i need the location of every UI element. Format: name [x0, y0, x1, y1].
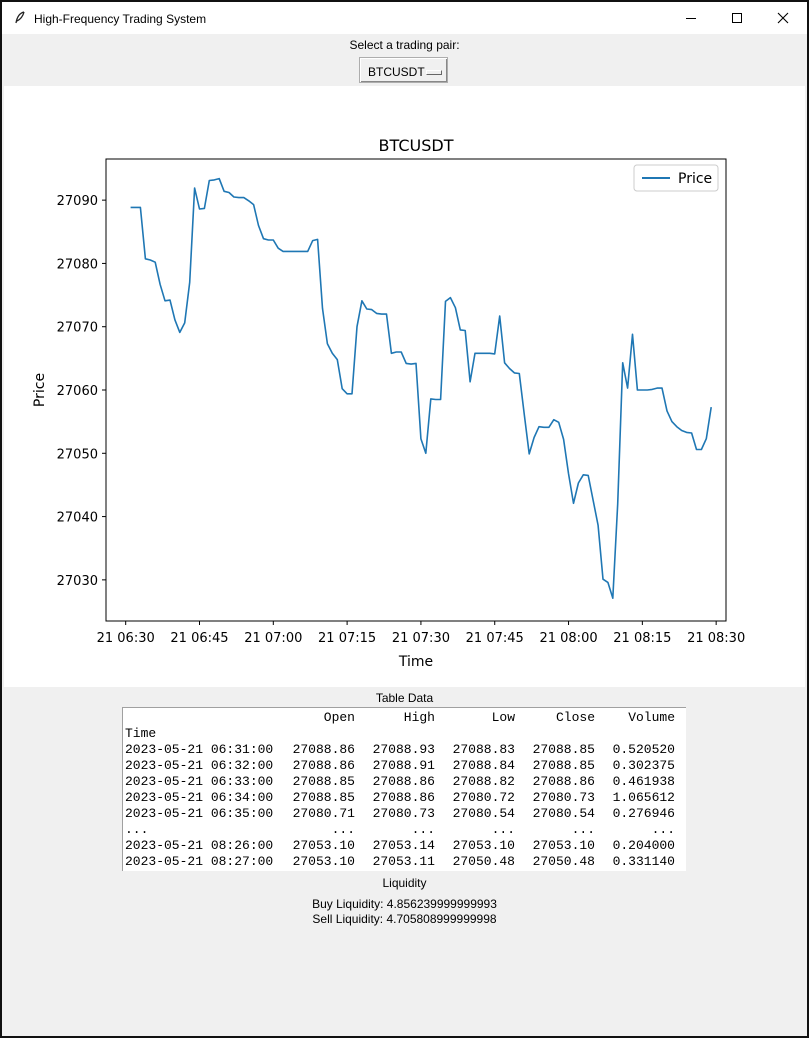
row-time-cell: 2023-05-21 06:34:00	[125, 790, 274, 805]
row-value-cell: 27088.82	[452, 774, 515, 789]
row-value-cell: 27088.85	[532, 742, 595, 757]
row-value-cell: 27088.86	[532, 774, 595, 789]
plot-frame	[106, 159, 726, 621]
liquidity-title: Liquidity	[382, 876, 427, 890]
row-value-cell: 27053.14	[372, 838, 435, 853]
window-title: High-Frequency Trading System	[34, 12, 207, 26]
column-header-volume: Volume	[628, 710, 675, 725]
x-tick-label: 21 06:30	[96, 631, 155, 646]
row-value-cell: 27080.71	[292, 806, 355, 821]
row-value-cell: 27088.85	[292, 774, 355, 789]
y-tick-label: 27050	[56, 447, 98, 463]
row-value-cell: 27088.85	[532, 758, 595, 773]
row-value-cell: 27088.86	[292, 758, 355, 773]
row-value-cell: 27088.84	[452, 758, 515, 773]
table-row	[125, 758, 685, 774]
row-value-cell: 27080.54	[452, 806, 515, 821]
table-row	[125, 838, 685, 854]
price-series-line	[131, 179, 712, 599]
y-tick-label: 27060	[56, 384, 98, 399]
table-title: Table Data	[375, 691, 434, 705]
row-value-cell: 27088.85	[292, 790, 355, 805]
table-header-row	[125, 710, 685, 726]
column-header-high: High	[403, 710, 435, 725]
x-tick-label: 21 08:00	[539, 631, 598, 646]
x-tick-label: 21 07:30	[391, 631, 450, 646]
legend-label: Price	[678, 171, 713, 187]
column-header-open: Open	[323, 710, 355, 725]
row-value-cell: 27088.83	[452, 742, 515, 757]
row-value-cell: 27080.73	[372, 806, 435, 821]
row-value-cell: 27088.86	[372, 790, 435, 805]
buy-liquidity: Buy Liquidity: 4.856239999999993	[312, 897, 497, 911]
sell-liquidity: Sell Liquidity: 4.705808999999998	[312, 912, 497, 926]
x-tick-label: 21 07:00	[244, 631, 303, 646]
data-table[interactable]	[122, 707, 686, 871]
close-icon	[777, 12, 789, 24]
row-value-cell: 27050.48	[452, 854, 515, 869]
row-value-cell: 27053.10	[292, 854, 355, 869]
column-header-low: Low	[491, 710, 515, 725]
feather-icon	[14, 11, 26, 25]
y-tick-label: 27080	[56, 257, 98, 273]
trading-pair-label: Select a trading pair:	[349, 38, 460, 52]
chart-canvas	[4, 86, 805, 687]
row-time-cell: 2023-05-21 06:32:00	[125, 758, 274, 773]
table-row	[125, 822, 685, 838]
row-value-cell: 27053.10	[292, 838, 355, 853]
row-value-cell: ...	[331, 822, 355, 837]
x-tick-label: 21 07:45	[465, 631, 524, 646]
row-time-cell: 2023-05-21 08:26:00	[125, 838, 274, 853]
x-tick-label: 21 08:15	[613, 631, 672, 646]
row-value-cell: 27053.10	[532, 838, 595, 853]
y-axis-label: Price	[32, 372, 48, 408]
x-tick-label: 21 07:15	[318, 631, 377, 646]
x-tick-label: 21 08:30	[687, 631, 746, 646]
row-value-cell: 27088.91	[372, 758, 435, 773]
close-button[interactable]	[760, 2, 806, 34]
row-value-cell: ...	[651, 822, 675, 837]
column-header-close: Close	[555, 710, 595, 725]
title-bar[interactable]	[2, 2, 807, 34]
table-row	[125, 790, 685, 806]
row-value-cell: ...	[491, 822, 515, 837]
row-value-cell: 0.302375	[612, 758, 675, 773]
table-index-name-row	[125, 726, 685, 742]
row-time-cell: 2023-05-21 06:35:00	[125, 806, 274, 821]
row-value-cell: 27053.10	[452, 838, 515, 853]
table-row	[125, 742, 685, 758]
dropdown-indicator-icon	[426, 70, 442, 75]
y-tick-label: 27090	[56, 194, 98, 210]
index-name-label: Time	[125, 726, 157, 741]
row-time-cell: ...	[125, 822, 149, 837]
row-value-cell: 0.331140	[612, 854, 675, 869]
table-row	[125, 774, 685, 790]
maximize-icon	[731, 12, 743, 24]
row-value-cell: 27080.73	[532, 790, 595, 805]
row-value-cell: 27053.11	[372, 854, 435, 869]
maximize-button[interactable]	[714, 2, 760, 34]
row-value-cell: 27088.86	[292, 742, 355, 757]
x-tick-label: 21 06:45	[170, 631, 229, 646]
row-value-cell: ...	[411, 822, 435, 837]
row-value-cell: ...	[571, 822, 595, 837]
row-time-cell: 2023-05-21 06:31:00	[125, 742, 274, 757]
x-axis-label: Time	[398, 654, 434, 670]
row-time-cell: 2023-05-21 06:33:00	[125, 774, 274, 789]
row-time-cell: 2023-05-21 08:27:00	[125, 854, 274, 869]
y-tick-label: 27040	[56, 510, 98, 526]
row-value-cell: 27050.48	[532, 854, 595, 869]
row-value-cell: 1.065612	[612, 790, 675, 805]
row-value-cell: 27080.54	[532, 806, 595, 821]
price-chart	[4, 86, 805, 687]
y-tick-label: 27070	[56, 320, 98, 336]
minimize-icon	[685, 12, 697, 24]
y-tick-label: 27030	[56, 573, 98, 589]
row-value-cell: 27080.72	[452, 790, 515, 805]
minimize-button[interactable]	[668, 2, 714, 34]
row-value-cell: 27088.86	[372, 774, 435, 789]
row-value-cell: 0.461938	[612, 774, 675, 789]
trading-pair-dropdown[interactable]	[359, 57, 448, 83]
row-value-cell: 0.276946	[612, 806, 675, 821]
row-value-cell: 0.520520	[612, 742, 675, 757]
row-value-cell: 27088.93	[372, 742, 435, 757]
chart-title: BTCUSDT	[378, 136, 454, 155]
row-value-cell: 0.204000	[612, 838, 675, 853]
table-row	[125, 854, 685, 870]
table-row	[125, 806, 685, 822]
trading-pair-value: BTCUSDT	[368, 65, 425, 79]
